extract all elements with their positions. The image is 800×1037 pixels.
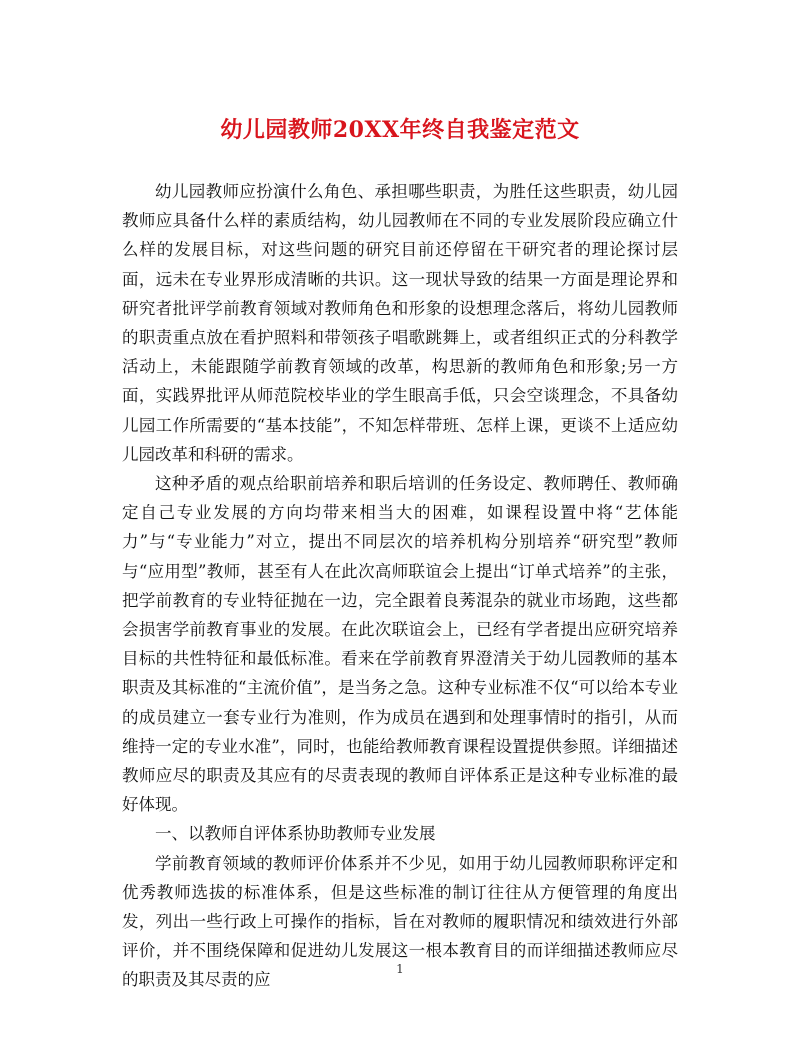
paragraph-2: 这种矛盾的观点给职前培养和职后培训的任务设定、教师聘任、教师确定自己专业发展的方向均带来相当大的困难，如课程设置中将“艺体能力”与“专业能力”对立，提出不同层次的培养机构分别培养“研究型”教师与“应用型”教师，甚至有人在此次高师联谊会上提出“订单式培养”的主张，把学前教育的专业特征抛在一边，完全跟着良莠混杂的就业市场跑，这些都会损害学前教育事业的发展。在此次联谊会上，已经有学者提出应研究培养目标的共性特征和最低标准。看来在学前教育界澄清关于幼儿园教师的基本职责及其标准的“主流价值”，是当务之急。这种专业标准不仅“可以给本专业的成员建立一套专业行为准则，作为成员在遇到和处理事情时的指引，从而维持一定的专业水准”，同时，也能给教师教育课程设置提供参照。详细描述教师应尽的职责及其应有的尽责表现的教师自评体系正是这种专业标准的最好体现。	[122, 474, 678, 815]
paragraph-3: 学前教育领域的教师评价体系并不少见，如用于幼儿园教师职称评定和优秀教师选拔的标准体系，但是这些标准的制订往往从方便管理的角度出发，列出一些行政上可操作的指标，旨在对教师的履职情况和绩效进行外部评价，并不围绕保障和促进幼儿发展这一根本教育目的而详细描述教师应尽的职责及其尽责的应	[122, 853, 678, 990]
paragraph-1: 幼儿园教师应扮演什么角色、承担哪些职责，为胜任这些职责，幼儿园教师应具备什么样的素质结构，幼儿园教师在不同的专业发展阶段应确立什么样的发展目标，对这些问题的研究目前还停留在干研究者的理论探讨层面，远未在专业界形成清晰的共识。这一现状导致的结果一方面是理论界和研究者批评学前教育领域对教师角色和形象的设想理念落后，将幼儿园教师的职责重点放在看护照料和带领孩子唱歌跳舞上，或者组织正式的分科教学活动上，未能跟随学前教育领域的改革，构思新的教师角色和形象;另一方面，实践界批评从师范院校毕业的学生眼高手低，只会空谈理念，不具备幼儿园工作所需要的“基本技能”，不知怎样带班、怎样上课，更谈不上适应幼儿园改革和科研的需求。	[122, 182, 678, 464]
section-heading: 一、以教师自评体系协助教师专业发展	[155, 824, 436, 844]
document-body	[122, 177, 678, 995]
document-title: 幼儿园教师20XX年终自我鉴定范文	[220, 117, 580, 143]
page-number: 1	[396, 962, 404, 976]
